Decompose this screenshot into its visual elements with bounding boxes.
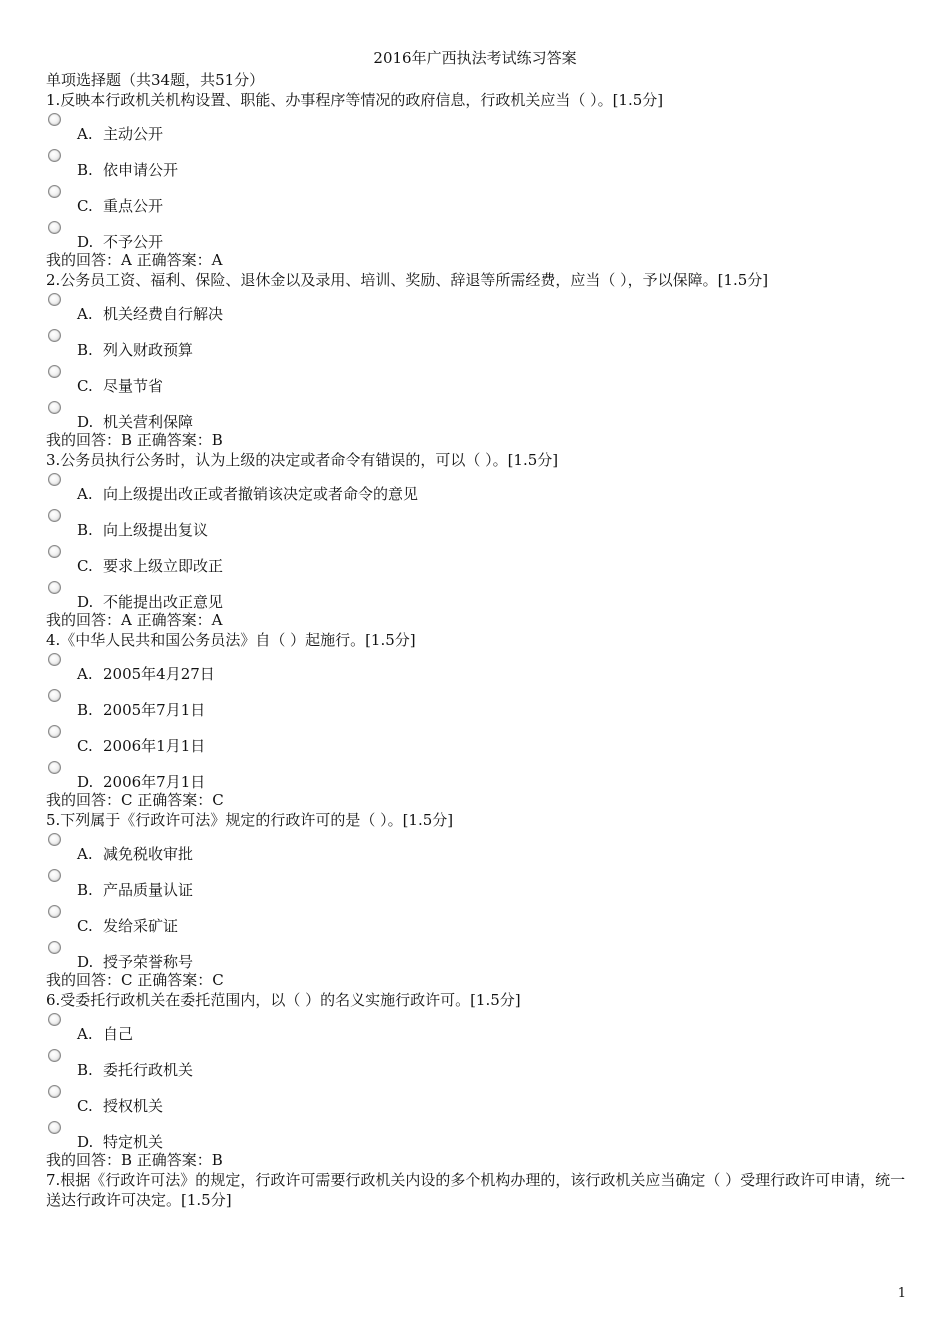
option-label: [77, 232, 163, 252]
option-text: 尽量节省: [103, 377, 164, 395]
question-text: 1.反映本行政机关机构设置、职能、办事程序等情况的政府信息，行政机关应当（ ）。[1.5分]: [46, 91, 664, 109]
answer-option[interactable]: [46, 218, 916, 254]
question-block: [46, 270, 916, 450]
radio-button-icon[interactable]: [48, 1013, 61, 1026]
radio-button-icon[interactable]: [48, 293, 61, 306]
answer-option[interactable]: [46, 506, 916, 542]
option-letter: D.: [77, 413, 94, 431]
radio-button-icon[interactable]: [48, 581, 61, 594]
option-label: [77, 196, 163, 216]
option-text: 不予公开: [103, 233, 164, 251]
radio-button-icon[interactable]: [48, 869, 61, 882]
radio-button-icon[interactable]: [48, 689, 61, 702]
option-label: [77, 772, 205, 792]
option-letter: D.: [77, 773, 94, 791]
radio-button-icon[interactable]: [48, 473, 61, 486]
radio-button-icon[interactable]: [48, 905, 61, 918]
answer-option[interactable]: [46, 686, 916, 722]
question-text: 3.公务员执行公务时，认为上级的决定或者命令有错误的，可以（ ）。[1.5分]: [46, 451, 559, 469]
option-label: [77, 592, 223, 612]
option-text: 授权机关: [103, 1097, 164, 1115]
option-letter: A.: [77, 125, 93, 143]
answer-option[interactable]: [46, 290, 916, 326]
option-text: 2006年1月1日: [103, 737, 206, 755]
option-label: [77, 952, 193, 972]
radio-button-icon[interactable]: [48, 509, 61, 522]
answer-line: 我的回答：B 正确答案：B: [46, 1151, 223, 1169]
radio-button-icon[interactable]: [48, 365, 61, 378]
option-letter: D.: [77, 1133, 94, 1151]
option-letter: C.: [77, 557, 93, 575]
section-heading: 单项选择题（共34题，共51分）: [46, 71, 265, 89]
radio-button-icon[interactable]: [48, 653, 61, 666]
option-text: 委托行政机关: [103, 1061, 194, 1079]
question-text: 4.《中华人民共和国公务员法》自（ ）起施行。[1.5分]: [46, 631, 416, 649]
answer-option[interactable]: [46, 830, 916, 866]
option-label: [77, 736, 205, 756]
option-letter: A.: [77, 665, 93, 683]
option-text: 机关营利保障: [103, 413, 194, 431]
option-letter: B.: [77, 701, 93, 719]
answer-option[interactable]: [46, 1118, 916, 1154]
answer-option[interactable]: [46, 362, 916, 398]
option-text: 要求上级立即改正: [103, 557, 224, 575]
question-text: 5.下列属于《行政许可法》规定的行政许可的是（ ）。[1.5分]: [46, 811, 454, 829]
page-number: 1: [897, 1286, 906, 1301]
option-letter: C.: [77, 197, 93, 215]
option-letter: D.: [77, 233, 94, 251]
option-text: 列入财政预算: [103, 341, 194, 359]
option-label: [77, 1060, 193, 1080]
option-label: [77, 664, 215, 684]
answer-option[interactable]: [46, 578, 916, 614]
question-block: [46, 990, 916, 1170]
option-label: [77, 844, 193, 864]
option-label: [77, 340, 193, 360]
option-text: 不能提出改正意见: [103, 593, 224, 611]
option-letter: B.: [77, 881, 93, 899]
option-text: 减免税收审批: [103, 845, 194, 863]
option-text: 向上级提出改正或者撤销该决定或者命令的意见: [103, 485, 419, 503]
option-label: [77, 160, 178, 180]
radio-button-icon[interactable]: [48, 149, 61, 162]
question-list: [46, 90, 916, 1170]
option-letter: A.: [77, 485, 93, 503]
answer-option[interactable]: [46, 542, 916, 578]
radio-button-icon[interactable]: [48, 1121, 61, 1134]
answer-option[interactable]: [46, 1046, 916, 1082]
option-text: 主动公开: [103, 125, 164, 143]
option-text: 机关经费自行解决: [103, 305, 224, 323]
answer-option[interactable]: [46, 398, 916, 434]
option-label: [77, 376, 163, 396]
answer-option[interactable]: [46, 182, 916, 218]
option-text: 向上级提出复议: [103, 521, 209, 539]
radio-button-icon[interactable]: [48, 725, 61, 738]
option-label: [77, 304, 223, 324]
answer-option[interactable]: [46, 938, 916, 974]
option-letter: A.: [77, 1025, 93, 1043]
option-label: [77, 1132, 163, 1152]
answer-line: 我的回答：A 正确答案：A: [46, 611, 223, 629]
answer-option[interactable]: [46, 650, 916, 686]
answer-option[interactable]: [46, 722, 916, 758]
question-text: 2.公务员工资、福利、保险、退休金以及录用、培训、奖励、辞退等所需经费，应当（ ），予以保障。[1.5分]: [46, 271, 769, 289]
radio-button-icon[interactable]: [48, 221, 61, 234]
radio-button-icon[interactable]: [48, 833, 61, 846]
answer-option[interactable]: [46, 902, 916, 938]
option-text: 发给采矿证: [103, 917, 179, 935]
answer-line: 我的回答：A 正确答案：A: [46, 251, 223, 269]
option-letter: C.: [77, 1097, 93, 1115]
option-text: 2006年7月1日: [103, 773, 206, 791]
option-letter: A.: [77, 305, 93, 323]
answer-option[interactable]: [46, 1010, 916, 1046]
radio-button-icon[interactable]: [48, 1085, 61, 1098]
option-text: 依申请公开: [103, 161, 179, 179]
answer-option[interactable]: [46, 470, 916, 506]
option-text: 授予荣誉称号: [103, 953, 194, 971]
option-letter: D.: [77, 593, 94, 611]
option-letter: D.: [77, 953, 94, 971]
option-label: [77, 880, 193, 900]
option-label: [77, 484, 418, 504]
option-text: 2005年4月27日: [103, 665, 215, 683]
option-letter: B.: [77, 161, 93, 179]
answer-line: 我的回答：C 正确答案：C: [46, 791, 224, 809]
page-title: 2016年广西执法考试练习答案: [373, 49, 577, 67]
answer-option[interactable]: [46, 326, 916, 362]
question-block: [46, 810, 916, 990]
option-label: [77, 1024, 133, 1044]
question-7-text: 7.根据《行政许可法》的规定，行政许可需要行政机关内设的多个机构办理的，该行政机关应当确定（ ）受理行政许可申请，统一送达行政许可决定。[1.5分]: [46, 1171, 906, 1209]
radio-button-icon[interactable]: [48, 545, 61, 558]
option-label: [77, 556, 223, 576]
radio-button-icon[interactable]: [48, 401, 61, 414]
option-letter: B.: [77, 521, 93, 539]
radio-button-icon[interactable]: [48, 941, 61, 954]
radio-button-icon[interactable]: [48, 761, 61, 774]
answer-option[interactable]: [46, 146, 916, 182]
option-label: [77, 700, 205, 720]
answer-option[interactable]: [46, 110, 916, 146]
question-block: [46, 90, 916, 270]
option-label: [77, 412, 193, 432]
option-letter: B.: [77, 341, 93, 359]
option-text: 2005年7月1日: [103, 701, 206, 719]
option-letter: C.: [77, 917, 93, 935]
option-text: 自己: [103, 1025, 134, 1043]
answer-option[interactable]: [46, 758, 916, 794]
option-letter: C.: [77, 377, 93, 395]
answer-line: 我的回答：B 正确答案：B: [46, 431, 223, 449]
radio-button-icon[interactable]: [48, 1049, 61, 1062]
radio-button-icon[interactable]: [48, 185, 61, 198]
answer-line: 我的回答：C 正确答案：C: [46, 971, 224, 989]
question-block: [46, 450, 916, 630]
option-label: [77, 916, 178, 936]
option-text: 重点公开: [103, 197, 164, 215]
answer-option[interactable]: [46, 1082, 916, 1118]
option-text: 特定机关: [103, 1133, 164, 1151]
radio-button-icon[interactable]: [48, 329, 61, 342]
option-letter: B.: [77, 1061, 93, 1079]
answer-option[interactable]: [46, 866, 916, 902]
option-label: [77, 520, 208, 540]
radio-button-icon[interactable]: [48, 113, 61, 126]
question-block: [46, 630, 916, 810]
option-letter: A.: [77, 845, 93, 863]
option-label: [77, 124, 163, 144]
option-label: [77, 1096, 163, 1116]
question-text: 6.受委托行政机关在委托范围内，以（ ）的名义实施行政许可。[1.5分]: [46, 991, 521, 1009]
option-letter: C.: [77, 737, 93, 755]
option-text: 产品质量认证: [103, 881, 194, 899]
exam-content: [46, 70, 916, 1210]
